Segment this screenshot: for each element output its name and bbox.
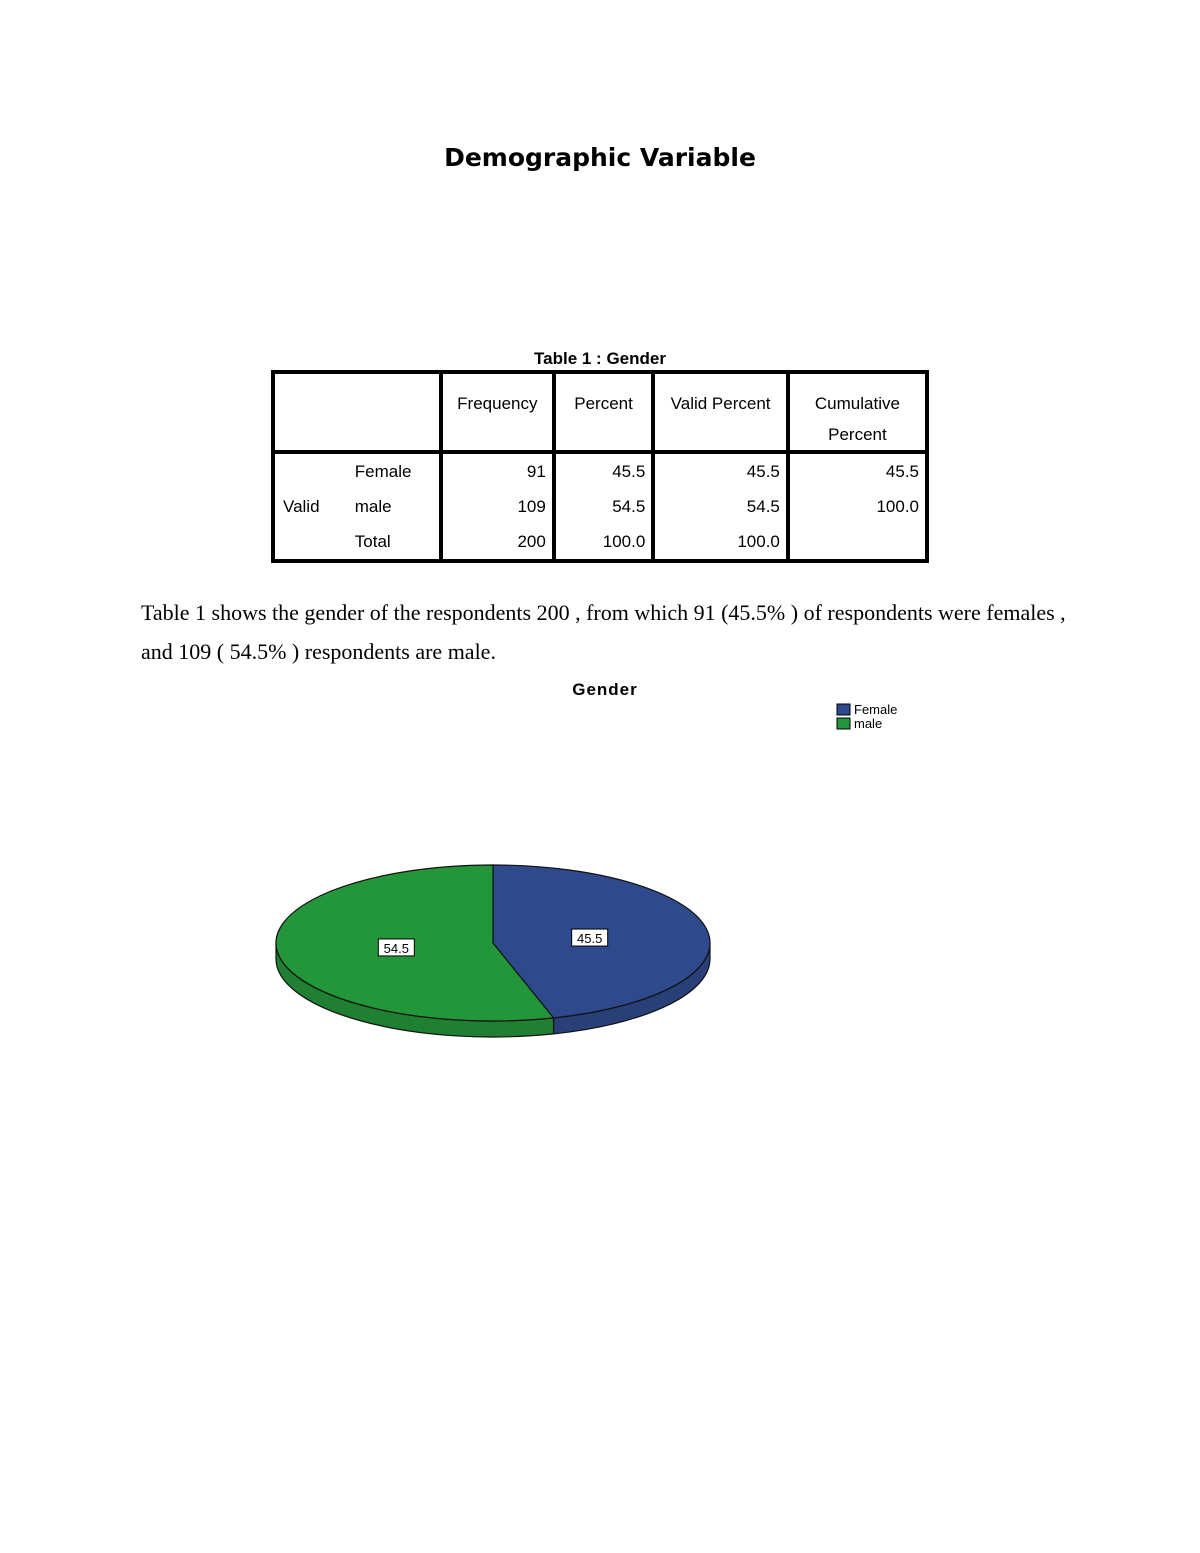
frequency-table xyxy=(271,370,929,563)
cell-percent: 45.5 xyxy=(554,452,653,489)
table-header-row xyxy=(273,372,927,452)
header-percent: Percent xyxy=(554,372,653,452)
cell-cumulative-percent: 100.0 xyxy=(876,496,919,516)
table-row xyxy=(273,524,927,561)
gender-pie-chart xyxy=(240,672,960,1052)
cell-frequency: 200 xyxy=(441,524,554,561)
pie-data-label-text: 54.5 xyxy=(383,940,409,956)
legend-swatch xyxy=(837,718,850,729)
legend-swatch xyxy=(837,704,850,715)
cell-percent: 54.5 xyxy=(554,489,653,524)
table-row xyxy=(273,489,927,524)
header-cumulative-line2: Percent xyxy=(828,425,887,444)
header-cumulative-percent xyxy=(788,372,927,452)
row-label: male xyxy=(349,489,441,524)
pie-data-label xyxy=(378,939,414,956)
header-valid-percent: Valid Percent xyxy=(653,372,788,452)
header-empty-stub xyxy=(273,372,349,452)
pie-data-label xyxy=(572,929,608,946)
row-label: Total xyxy=(349,524,441,561)
cell-cumulative-percent: 45.5 xyxy=(885,461,919,481)
chart-legend xyxy=(837,702,897,731)
pie-slices xyxy=(276,865,710,1021)
header-empty-label xyxy=(349,372,441,452)
document-title: Demographic Variable xyxy=(444,143,756,172)
cell-percent: 100.0 xyxy=(554,524,653,561)
body-paragraph: Table 1 shows the gender of the respondents 200 , from which 91 (45.5% ) of respondents were females , and 109 ( 54.5% ) respondents are male. xyxy=(141,600,1066,664)
cell-valid-percent: 45.5 xyxy=(653,452,788,489)
legend-label: male xyxy=(854,716,883,731)
row-group-label: Valid xyxy=(283,496,320,516)
cell-valid-percent: 54.5 xyxy=(653,489,788,524)
cell-valid-percent: 100.0 xyxy=(653,524,788,561)
cell-frequency: 109 xyxy=(441,489,554,524)
cell-cumulative-percent xyxy=(788,524,927,561)
legend-label: Female xyxy=(854,702,898,717)
chart-title: Gender xyxy=(572,680,638,699)
header-cumulative-line1: Cumulative xyxy=(814,394,900,413)
pie-data-label-text: 45.5 xyxy=(577,931,603,947)
cell-frequency: 91 xyxy=(441,452,554,489)
row-label: Female xyxy=(349,452,441,489)
table-caption: Table 1 : Gender xyxy=(534,349,666,368)
header-frequency: Frequency xyxy=(441,372,554,452)
table-row xyxy=(273,452,927,489)
